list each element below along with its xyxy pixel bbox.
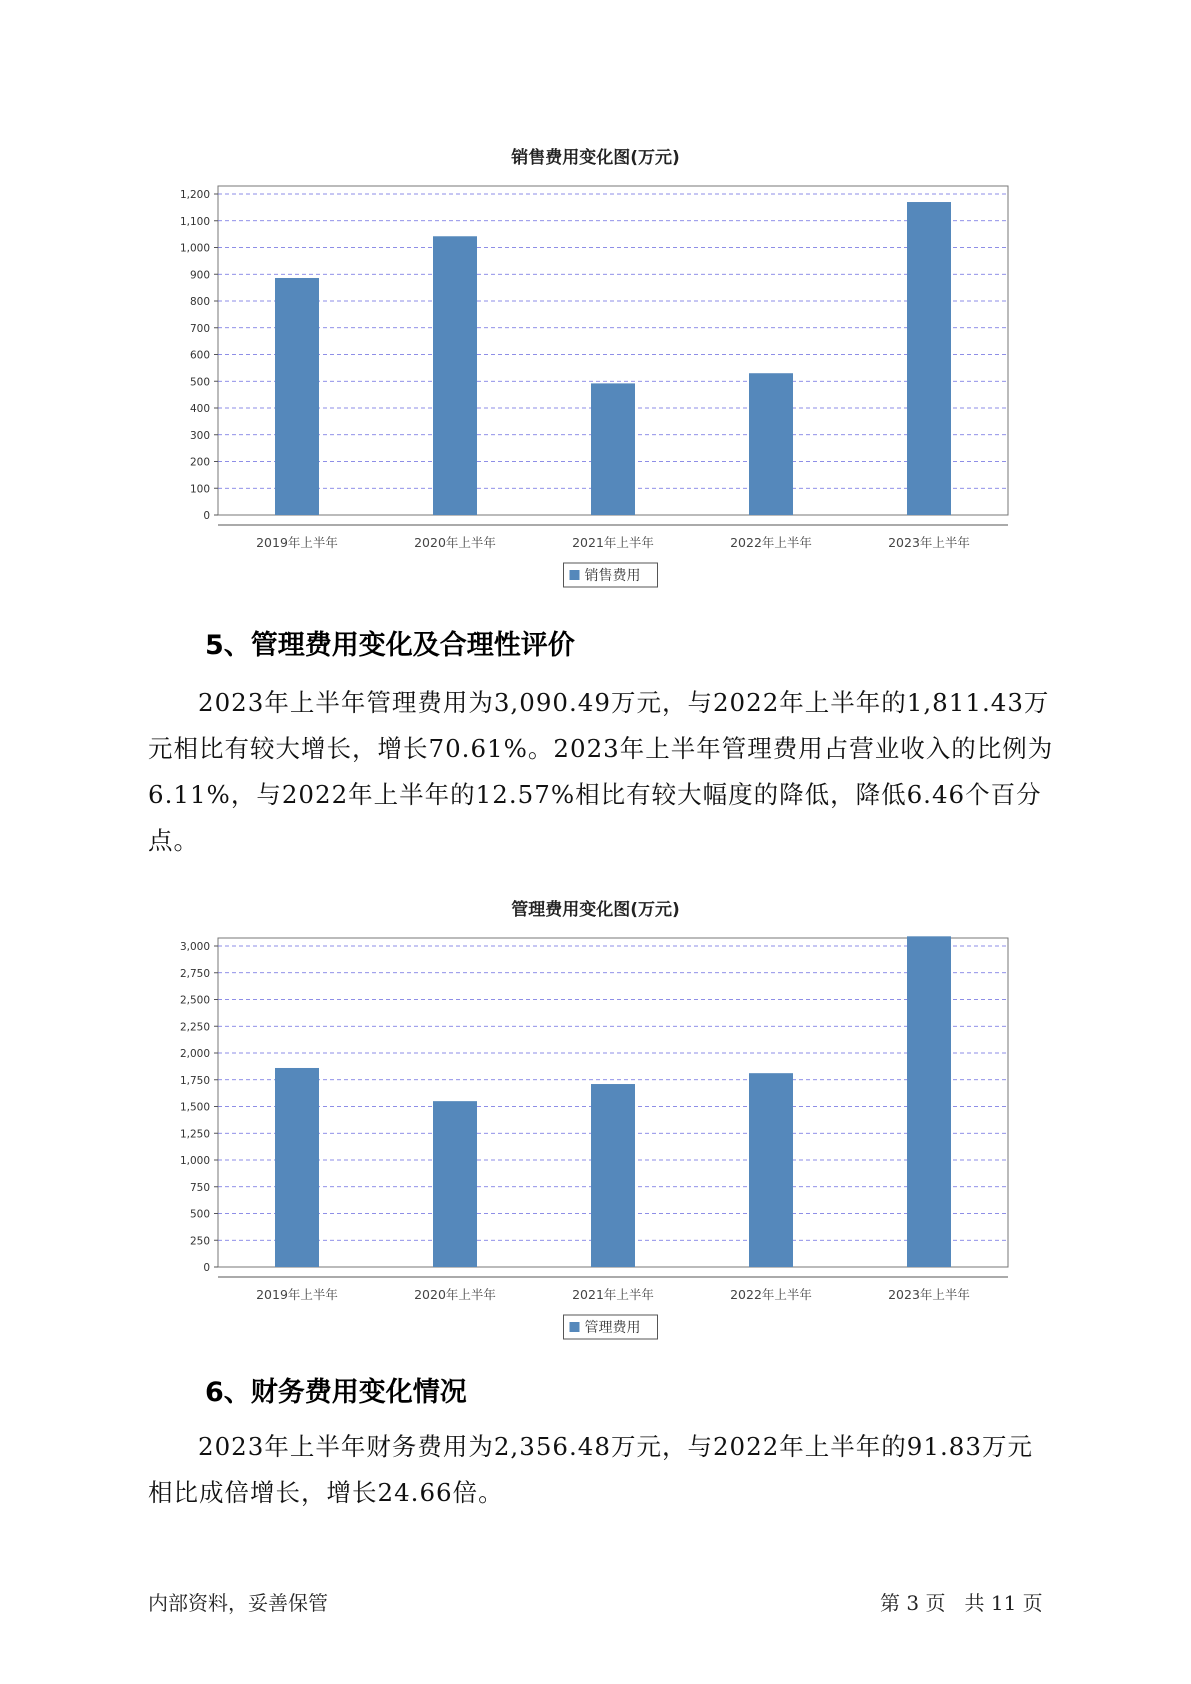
y-tick-label: 400	[189, 403, 210, 415]
x-tick-label: 2022年上半年	[730, 1287, 812, 1302]
x-tick-label: 2019年上半年	[256, 1287, 338, 1302]
y-tick-label: 600	[189, 349, 210, 362]
bar	[591, 383, 635, 515]
x-tick-label: 2020年上半年	[414, 535, 496, 550]
y-tick-label: 200	[189, 456, 210, 469]
y-tick-label: 2,750	[179, 967, 210, 980]
bar	[591, 1084, 635, 1267]
chart-title-sales: 销售费用变化图(万元)	[511, 148, 680, 168]
section6-heading: 6、财务费用变化情况	[205, 1377, 467, 1408]
chart-title-admin: 管理费用变化图(万元)	[511, 900, 680, 920]
section5-paragraph: 2023年上半年管理费用为3,090.49万元，与2022年上半年的1,811.43万元相比有较大增长，增长70.61%。2023年上半年管理费用占营业收入的比例为6.11%，与2022年上半年的12.57%相比有较大幅度的降低，降低6.46个百分点。	[148, 688, 1054, 855]
bar	[907, 202, 951, 515]
bar	[433, 1101, 477, 1267]
legend-swatch	[570, 570, 580, 580]
section6-paragraph: 2023年上半年财务费用为2,356.48万元，与2022年上半年的91.83万元相比成倍增长，增长24.66倍。	[148, 1432, 1033, 1507]
y-tick-label: 2,000	[179, 1048, 210, 1060]
y-tick-label: 3,000	[179, 941, 210, 953]
y-tick-label: 0	[203, 1262, 210, 1274]
y-tick-label: 1,200	[179, 189, 210, 201]
y-tick-label: 1,000	[179, 1155, 210, 1167]
x-tick-label: 2023年上半年	[888, 535, 970, 550]
x-tick-label: 2023年上半年	[888, 1287, 970, 1302]
x-tick-label: 2021年上半年	[572, 535, 654, 550]
y-tick-label: 1,100	[179, 215, 210, 228]
x-tick-label: 2019年上半年	[256, 535, 338, 550]
x-tick-label: 2021年上半年	[572, 1287, 654, 1302]
section5-heading: 5、管理费用变化及合理性评价	[205, 630, 575, 661]
x-tick-label: 2020年上半年	[414, 1287, 496, 1302]
y-tick-label: 700	[189, 322, 210, 335]
y-tick-label: 1,500	[179, 1101, 210, 1114]
legend-swatch	[570, 1322, 580, 1332]
footer-left: 内部资料，妥善保管	[148, 1591, 328, 1615]
y-tick-label: 500	[189, 376, 210, 389]
bar	[433, 236, 477, 515]
admin-expense-chart	[0, 922, 1191, 1342]
y-tick-label: 2,250	[179, 1021, 210, 1034]
bar	[275, 1068, 319, 1267]
bar	[275, 278, 319, 515]
y-tick-label: 300	[189, 429, 210, 442]
bar	[749, 1073, 793, 1267]
sales-expense-chart	[0, 170, 1191, 590]
y-tick-label: 900	[189, 269, 210, 282]
bar	[749, 373, 793, 515]
y-tick-label: 1,000	[179, 242, 210, 255]
y-tick-label: 2,500	[179, 994, 210, 1007]
y-tick-label: 0	[203, 510, 210, 522]
y-tick-label: 1,250	[179, 1128, 210, 1141]
x-tick-label: 2022年上半年	[730, 535, 812, 550]
y-tick-label: 500	[189, 1208, 210, 1221]
y-tick-label: 750	[189, 1181, 210, 1194]
y-tick-label: 100	[189, 483, 210, 496]
y-tick-label: 250	[189, 1235, 210, 1248]
legend-label: 销售费用	[584, 568, 641, 584]
footer-page-number: 第 3 页 共 11 页	[880, 1591, 1043, 1615]
y-tick-label: 800	[189, 296, 210, 308]
y-tick-label: 1,750	[179, 1074, 210, 1087]
legend-label: 管理费用	[584, 1320, 641, 1336]
bar	[907, 936, 951, 1267]
